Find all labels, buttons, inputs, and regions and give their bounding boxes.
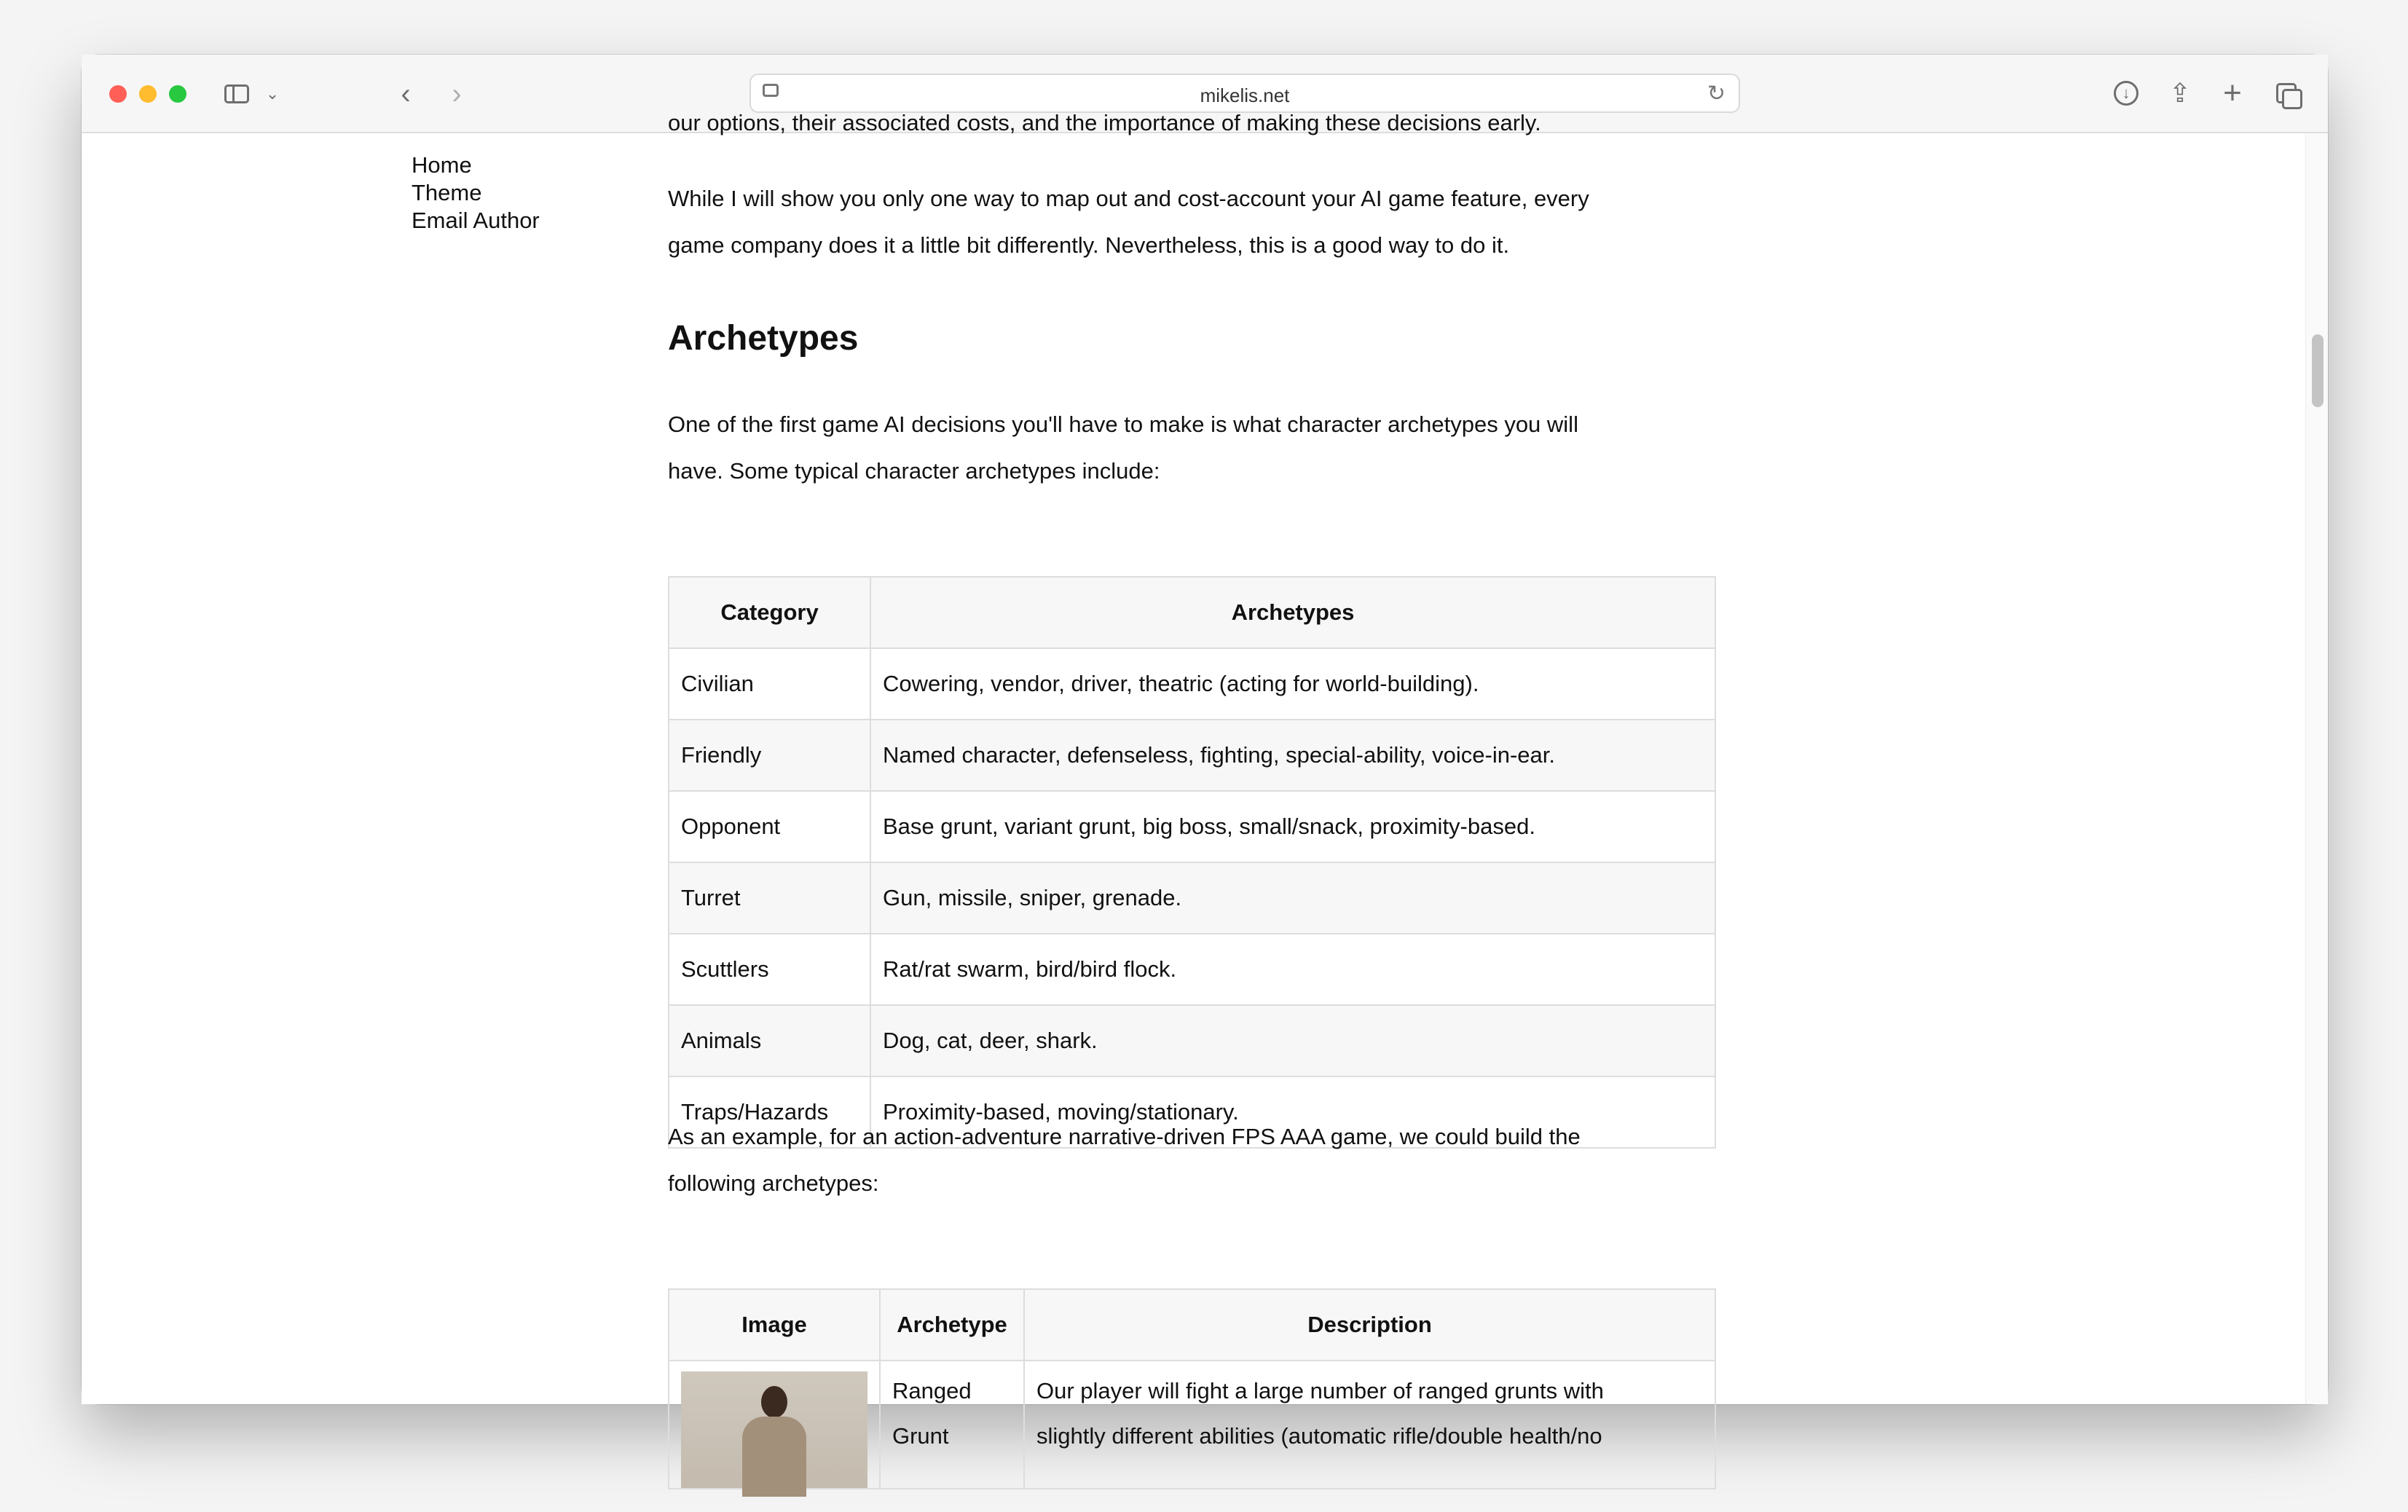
- intro-line-2: game company does it a little bit differently. Nevertheless, this is a good way to do it.: [668, 232, 1510, 258]
- table-cell-image: [669, 1361, 880, 1489]
- sidebar-toggle-icon[interactable]: [221, 76, 252, 111]
- table-cell-category: Animals: [669, 1005, 870, 1076]
- archetype-name-line-2: Grunt: [892, 1423, 949, 1449]
- new-tab-icon[interactable]: +: [2223, 75, 2242, 111]
- table-row: [669, 1005, 1715, 1076]
- table-cell-archetypes: Gun, missile, sniper, grenade.: [870, 862, 1715, 934]
- table-row: [669, 1361, 1715, 1489]
- table-cell-category: Opponent: [669, 791, 870, 862]
- minimize-window-button[interactable]: [139, 85, 157, 103]
- table-cell-archetypes: Proximity-based, moving/stationary.: [870, 1076, 1715, 1148]
- table-cell-category: Friendly: [669, 720, 870, 791]
- table-cell-archetypes: Cowering, vendor, driver, theatric (acting for world-building).: [870, 648, 1715, 720]
- ranged-grunt-image: [681, 1371, 867, 1488]
- archetype-category-table: [668, 576, 1716, 1149]
- browser-window: [82, 55, 2328, 1449]
- close-window-button[interactable]: [109, 85, 127, 103]
- table-cell-category: Scuttlers: [669, 934, 870, 1005]
- partial-paragraph: our options, their associated costs, and the importance of making these decisions early.: [668, 110, 1541, 135]
- description-line-1: Our player will fight a large number of ranged grunts with: [1036, 1378, 1604, 1403]
- table-cell-archetypes: Named character, defenseless, fighting, special-ability, voice-in-ear.: [870, 720, 1715, 791]
- nav-theme-link[interactable]: Theme: [412, 180, 482, 205]
- archetype-examples-table: [668, 1288, 1716, 1489]
- table-cell-category: Traps/Hazards: [669, 1076, 870, 1148]
- table-cell-description: [1024, 1361, 1715, 1489]
- table-row: [669, 934, 1715, 1005]
- nav-email-author-link[interactable]: Email Author: [412, 208, 540, 233]
- paragraph-1-line-2: have. Some typical character archetypes include:: [668, 458, 1160, 484]
- share-icon[interactable]: ⇪: [2168, 78, 2192, 108]
- table-cell-archetypes: Base grunt, variant grunt, big boss, small/snack, proximity-based.: [870, 791, 1715, 862]
- section-heading: Archetypes: [668, 319, 859, 358]
- page-content: [82, 110, 2328, 1449]
- maximize-window-button[interactable]: [169, 85, 186, 103]
- table-header: Category: [669, 577, 870, 648]
- paragraph-1-line-1: One of the first game AI decisions you'll have to make is what character archetypes you will: [668, 412, 1578, 437]
- paragraph-2-line-1: As an example, for an action-adventure narrative-driven FPS AAA game, we could build the: [668, 1124, 1581, 1149]
- archetype-name-line-1: Ranged: [892, 1378, 972, 1403]
- paragraph-2-line-2: following archetypes:: [668, 1170, 879, 1196]
- table-header: Archetype: [880, 1289, 1024, 1361]
- table-cell-category: Turret: [669, 862, 870, 934]
- table-header: Archetypes: [870, 577, 1715, 648]
- scrollbar[interactable]: [2305, 133, 2328, 1404]
- table-cell-archetype: [880, 1361, 1024, 1489]
- chevron-down-icon[interactable]: ⌄: [265, 84, 280, 103]
- table-row: [669, 648, 1715, 720]
- table-cell-category: Civilian: [669, 648, 870, 720]
- tab-overview-icon[interactable]: [2268, 75, 2305, 111]
- intro-line-1: While I will show you only one way to map out and cost-account your AI game feature, every: [668, 186, 1589, 211]
- table-row: [669, 862, 1715, 934]
- back-arrow-icon[interactable]: ‹: [401, 77, 411, 110]
- forward-arrow-icon[interactable]: ›: [452, 77, 462, 110]
- table-cell-archetypes: Rat/rat swarm, bird/bird flock.: [870, 934, 1715, 1005]
- address-url[interactable]: mikelis.net: [1200, 84, 1290, 106]
- download-icon[interactable]: ↓: [2108, 75, 2144, 111]
- reload-icon[interactable]: ↻: [1707, 82, 1726, 106]
- table-cell-archetypes: Dog, cat, deer, shark.: [870, 1005, 1715, 1076]
- table-row: [669, 791, 1715, 862]
- table-header: Image: [669, 1289, 880, 1361]
- table-row: [669, 720, 1715, 791]
- scrollbar-thumb[interactable]: [2312, 334, 2324, 407]
- description-line-2: slightly different abilities (automatic rifle/double health/no: [1036, 1423, 1602, 1449]
- nav-home-link[interactable]: Home: [412, 152, 472, 178]
- table-header: Description: [1024, 1289, 1715, 1361]
